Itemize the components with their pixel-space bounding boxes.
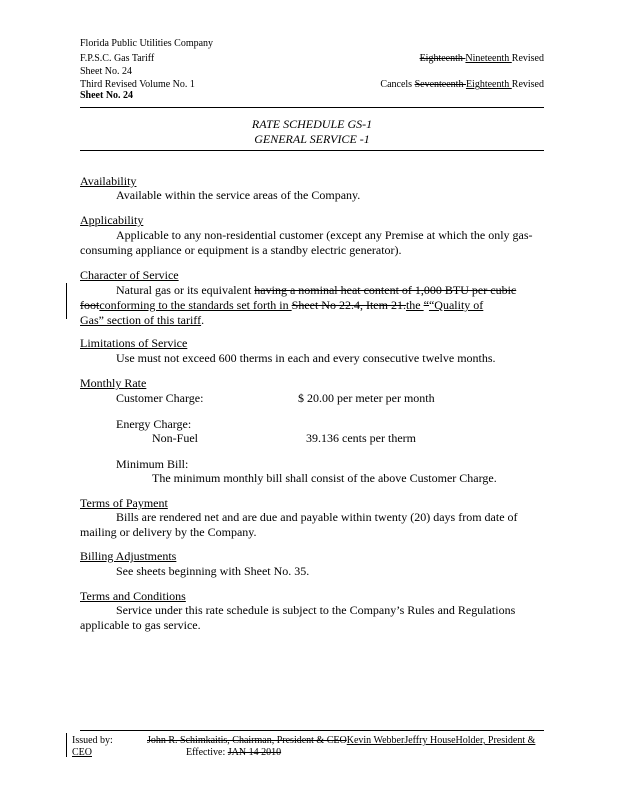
availability-heading: Availability (80, 174, 137, 188)
payment-heading: Terms of Payment (80, 496, 168, 510)
revision-line (420, 53, 544, 64)
issuer-inserted: Jeffry HouseHolder, President & (404, 735, 536, 746)
non-fuel-label: Non-Fuel (152, 431, 198, 445)
character-text: Natural gas or its equivalent (116, 283, 255, 297)
header-rule (80, 107, 544, 108)
issued-by-label: Issued by: (72, 735, 113, 746)
availability-text: Available within the service areas of the Company. (116, 188, 361, 202)
character-inserted-quality: “Quality of (428, 298, 484, 312)
issuer-deleted: John R. Schimkaitis, Chairman, President & CEO (147, 735, 347, 746)
schedule-subtitle: GENERAL SERVICE -1 (254, 132, 370, 146)
character-deleted-sheet: Sheet No 22.4, Item 21. (291, 298, 406, 312)
character-inserted-the: the (405, 298, 424, 312)
customer-charge-value: $ 20.00 per meter per month (298, 391, 435, 405)
conditions-heading: Terms and Conditions (80, 589, 186, 603)
cancels-suffix: Revised (511, 79, 544, 90)
character-deleted-text: having a nominal heat content of 1,000 BTU per cubic (254, 283, 517, 297)
revision-suffix: Revised (511, 53, 544, 64)
cancels-line (380, 79, 544, 90)
applicability-heading: Applicability (80, 213, 144, 227)
minimum-bill-text: The minimum monthly bill shall consist of the above Customer Charge. (152, 471, 497, 485)
revision-inserted: Nineteenth (465, 53, 512, 64)
character-inserted-standards: conforming to the standards set forth in (99, 298, 292, 312)
payment-line1: Bills are rendered net and are due and payable within twenty (20) days from date of (116, 510, 518, 524)
revision-bar (66, 283, 67, 319)
issuer-inserted-ceo: CEO (72, 747, 92, 758)
effective-line (186, 747, 281, 758)
limitations-heading: Limitations of Service (80, 336, 188, 350)
character-line3 (80, 313, 204, 328)
customer-charge-label: Customer Charge: (116, 391, 204, 405)
character-deleted-foot: foot (80, 298, 100, 312)
schedule-title: RATE SCHEDULE GS-1 (251, 117, 373, 131)
conditions-line1: Service under this rate schedule is subject to the Company’s Rules and Regulations (116, 603, 516, 617)
limitations-text: Use must not exceed 600 therms in each and every consecutive twelve months. (116, 351, 496, 365)
character-line1 (116, 283, 516, 298)
non-fuel-value: 39.136 cents per therm (306, 431, 416, 445)
issuer-deleted-second: Kevin Webber (346, 735, 405, 746)
character-line2 (80, 298, 483, 313)
volume-line: Third Revised Volume No. 1 (80, 79, 195, 90)
issuer-line (147, 735, 535, 746)
effective-date-deleted: JAN 14 2010 (227, 747, 282, 758)
conditions-line2: applicable to gas service. (80, 618, 201, 632)
effective-label: Effective: (186, 747, 228, 758)
character-inserted-gas-section: Gas” section of this tariff (80, 313, 202, 327)
cancels-deleted: Seventeenth (414, 79, 466, 90)
footer-revision-bar (66, 733, 67, 757)
title-rule (80, 150, 544, 151)
applicability-line2: consuming appliance or equipment is a standby electric generator). (80, 243, 402, 257)
billing-heading: Billing Adjustments (80, 549, 177, 563)
sheet-number: Sheet No. 24 (80, 66, 132, 77)
character-deleted-quote: “ (423, 298, 429, 312)
applicability-line1: Applicable to any non-residential customer (except any Premise at which the only gas- (116, 228, 533, 242)
character-heading: Character of Service (80, 268, 179, 282)
company-name: Florida Public Utilities Company (80, 38, 214, 49)
footer-rule (80, 730, 544, 731)
cancels-prefix: Cancels (380, 79, 415, 90)
energy-charge-label: Energy Charge: (116, 417, 192, 431)
tariff-name: F.P.S.C. Gas Tariff (80, 53, 155, 64)
payment-line2: mailing or delivery by the Company. (80, 525, 257, 539)
minimum-bill-label: Minimum Bill: (116, 457, 189, 471)
sheet-number-bold: Sheet No. 24 (80, 90, 134, 101)
monthly-rate-heading: Monthly Rate (80, 376, 147, 390)
billing-text: See sheets beginning with Sheet No. 35. (116, 564, 310, 578)
cancels-inserted: Eighteenth (465, 79, 512, 90)
revision-deleted: Eighteenth (419, 53, 466, 64)
character-period: . (201, 313, 205, 327)
